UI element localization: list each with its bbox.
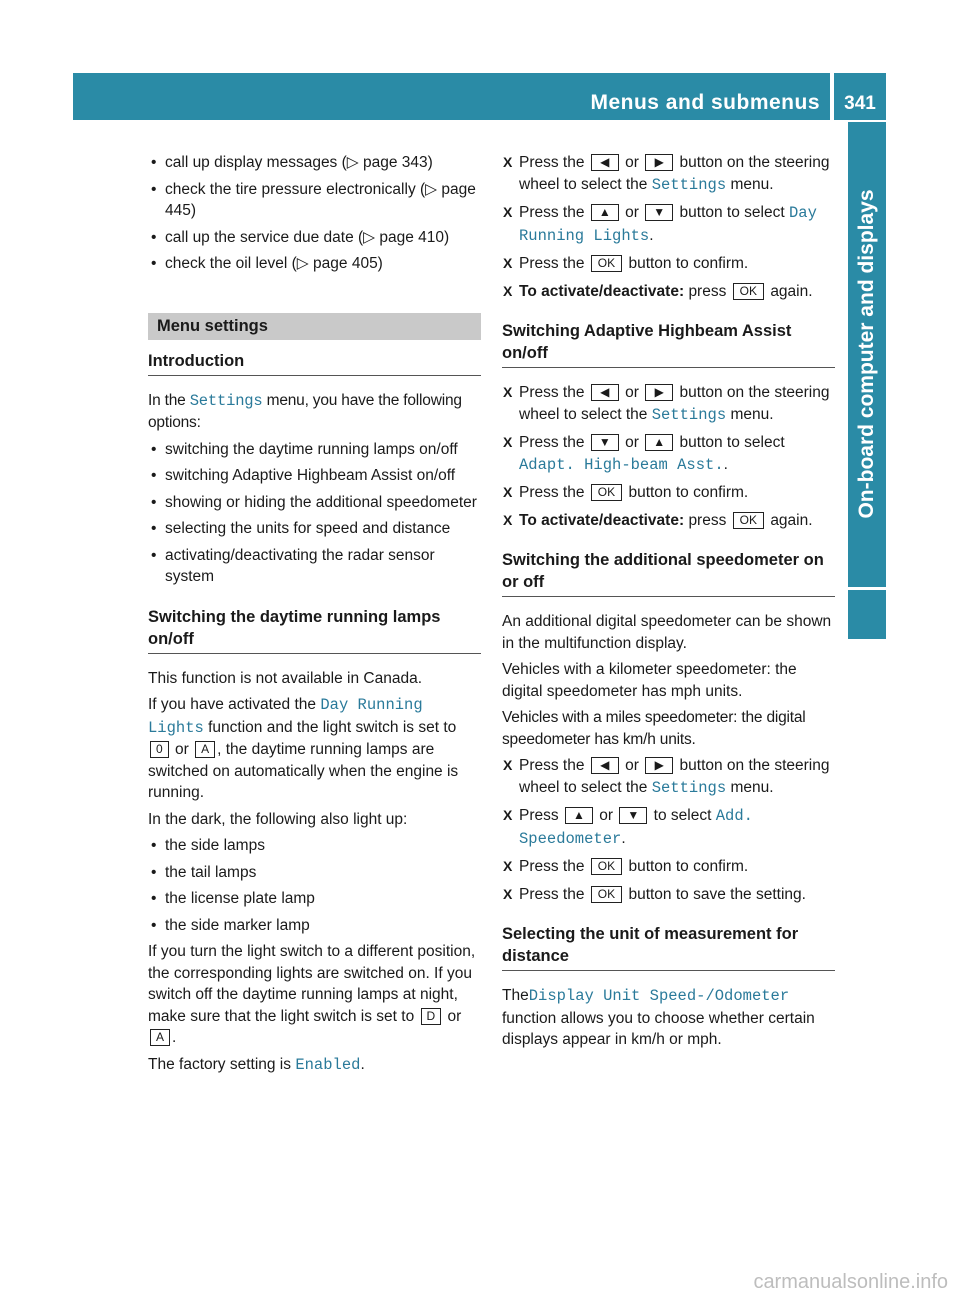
- left-arrow-icon: ◀: [591, 154, 619, 171]
- low-beam-icon: D: [421, 1008, 442, 1025]
- right-column: [502, 152, 835, 1056]
- drl-text-c: , the daytime running lamps are switched on automatically when the engine is running.: [148, 741, 459, 801]
- step-text: press: [688, 511, 727, 529]
- step-item: [502, 856, 835, 878]
- drl-paragraph-2: [148, 694, 481, 804]
- right-arrow-icon: ▶: [645, 757, 673, 774]
- speedo-paragraph-2: Vehicles with a kilometer speedometer: the digital speedometer has mph units.: [502, 661, 797, 700]
- chapter-side-tab: [848, 122, 886, 587]
- highbeam-assist-code: Adapt. High-beam Asst.: [519, 455, 724, 474]
- up-arrow-icon: ▲: [645, 434, 673, 451]
- step-text: Press the: [519, 255, 585, 272]
- step-item: [502, 382, 835, 426]
- or-text: or: [625, 384, 639, 401]
- step-text: Press the: [519, 858, 585, 875]
- drl-paragraph-5: [148, 1054, 481, 1077]
- enabled-code: Enabled: [295, 1055, 361, 1074]
- settings-menu-code: Settings: [189, 391, 263, 410]
- step-text: menu.: [730, 405, 774, 423]
- up-arrow-icon: ▲: [591, 204, 619, 221]
- or-text: or: [447, 1007, 462, 1025]
- list-item: • call up the service due date (▷ page 410): [148, 227, 481, 249]
- right-arrow-icon: ▶: [645, 384, 673, 401]
- speedo-paragraph-1: An additional digital speedometer can be shown in the multifunction display.: [502, 613, 832, 652]
- unit-text-b: function allows you to choose whether certain displays appear in km/h or mph.: [502, 1009, 815, 1048]
- unit-paragraph: [502, 985, 835, 1051]
- or-text: or: [175, 741, 189, 758]
- watermark: carmanualsonline.info: [753, 1271, 948, 1293]
- list-item: • selecting the units for speed and distance: [148, 518, 481, 540]
- down-arrow-icon: ▼: [591, 434, 619, 451]
- period-text: .: [621, 829, 626, 847]
- speedometer-heading: Switching the additional speedometer on or off: [502, 549, 835, 597]
- page-number: 341: [844, 93, 876, 114]
- light-switch-auto-icon: A: [150, 1029, 170, 1046]
- step-item: [502, 482, 835, 504]
- drl-text-b: function and the light switch is set to: [208, 718, 457, 736]
- speedo-paragraph-3: Vehicles with a miles speedometer: the digital speedometer has km/h units.: [502, 709, 806, 748]
- settings-menu-code: Settings: [651, 778, 727, 797]
- intro-paragraph: [148, 390, 481, 434]
- step-text: button to select: [679, 434, 785, 451]
- step-text: Press the: [519, 434, 585, 451]
- step-text: Press the: [519, 384, 585, 401]
- step-text: button on the: [679, 384, 771, 401]
- ok-button-icon: OK: [591, 858, 622, 875]
- unit-text-a: The: [502, 987, 529, 1004]
- display-unit-code: Display Unit Speed-/Odometer: [528, 987, 790, 1005]
- right-arrow-icon: ▶: [645, 154, 673, 171]
- ok-button-icon: OK: [733, 283, 764, 300]
- list-item: • call up display messages (▷ page 343): [148, 152, 481, 174]
- chapter-side-marker: [848, 590, 886, 639]
- step-item: [502, 755, 835, 799]
- step-text: again.: [770, 282, 813, 300]
- step-text: button to confirm.: [628, 858, 749, 875]
- step-text: Press the: [519, 885, 585, 903]
- step-text: button to save the setting.: [628, 885, 806, 903]
- left-arrow-icon: ◀: [591, 757, 619, 774]
- settings-menu-code: Settings: [651, 175, 727, 194]
- step-item: [502, 253, 835, 275]
- intro-text-b: menu, you have the following options:: [148, 391, 462, 431]
- ok-button-icon: OK: [733, 512, 764, 529]
- step-item: [502, 152, 835, 196]
- or-text: or: [625, 757, 639, 774]
- left-column: [148, 152, 481, 1081]
- step-text: button on the: [679, 757, 771, 774]
- or-text: or: [599, 807, 614, 824]
- ok-button-icon: OK: [591, 886, 622, 903]
- settings-menu-code: Settings: [651, 405, 727, 424]
- period-text: .: [723, 455, 728, 473]
- step-item: [502, 884, 835, 906]
- step-text: menu.: [730, 778, 774, 796]
- period-text: .: [360, 1055, 365, 1073]
- introduction-heading: Introduction: [148, 350, 481, 376]
- step-text: button to select: [679, 204, 785, 221]
- chapter-side-tab-label: On-board computer and displays: [855, 189, 878, 519]
- ok-button-icon: OK: [591, 484, 622, 501]
- or-text: or: [625, 204, 639, 221]
- or-text: or: [625, 154, 639, 171]
- down-arrow-icon: ▼: [645, 204, 673, 221]
- list-item: • the tail lamps: [148, 862, 481, 884]
- step-item: [502, 805, 835, 850]
- step-text: Press the: [519, 204, 585, 221]
- drl-text-a: If you have activated the: [148, 696, 317, 713]
- step-text: Press: [519, 807, 559, 824]
- list-item: • switching the daytime running lamps on/off: [148, 439, 481, 461]
- step-text: to select: [653, 807, 712, 824]
- left-arrow-icon: ◀: [591, 384, 619, 401]
- list-item: • showing or hiding the additional speedometer: [148, 492, 481, 514]
- step-item: [502, 202, 835, 247]
- list-item: • switching Adaptive Highbeam Assist on/off: [148, 465, 481, 487]
- step-text: button on the: [679, 154, 771, 171]
- activate-label: To activate/deactivate:: [519, 282, 685, 300]
- highbeam-heading: Switching Adaptive Highbeam Assist on/off: [502, 320, 835, 368]
- step-text: steering wheel to select the: [519, 384, 830, 423]
- list-item: • check the oil level (▷ page 405): [148, 253, 481, 275]
- page-header-title: Menus and submenus: [590, 91, 820, 114]
- period-text: .: [649, 226, 654, 244]
- step-text: Press the: [519, 757, 585, 774]
- list-item: • the side marker lamp: [148, 915, 481, 937]
- factory-text: The factory setting is: [148, 1055, 292, 1073]
- step-text: Press the: [519, 484, 585, 501]
- page-header-bar: [73, 73, 830, 120]
- unit-heading: Selecting the unit of measurement for distance: [502, 923, 835, 971]
- down-arrow-icon: ▼: [619, 807, 647, 824]
- list-item: • the side lamps: [148, 835, 481, 857]
- activate-label: To activate/deactivate:: [519, 511, 685, 529]
- or-text: or: [625, 434, 639, 451]
- drl-text-d: If you turn the light switch to a different position, the corresponding lights are switched on. If you switch off the daytime running lamps at night, make sure that the light switch is set to: [148, 943, 476, 1025]
- page-number-box: [834, 73, 886, 120]
- intro-text-a: In the: [148, 391, 186, 409]
- list-item: • the license plate lamp: [148, 888, 481, 910]
- step-text: again.: [770, 511, 813, 529]
- drl-paragraph-4: [148, 941, 481, 1049]
- ok-button-icon: OK: [591, 255, 622, 272]
- step-text: button to confirm.: [628, 255, 749, 272]
- drl-heading: Switching the daytime running lamps on/off: [148, 606, 481, 654]
- list-item: • check the tire pressure electronically (▷ page 445): [148, 179, 481, 222]
- step-text: button to confirm.: [628, 484, 749, 501]
- up-arrow-icon: ▲: [565, 807, 593, 824]
- light-switch-0-icon: 0: [150, 741, 169, 758]
- add-speedometer-code: Add. Speedometer: [519, 807, 753, 848]
- step-text: steering wheel to select the: [519, 154, 830, 193]
- step-text: steering wheel to select the: [519, 757, 830, 796]
- step-text: menu.: [730, 175, 774, 193]
- day-running-lights-code: Day Running Lights: [148, 696, 423, 737]
- list-item: • activating/deactivating the radar sensor system: [148, 545, 481, 588]
- step-item: [502, 281, 835, 303]
- drl-paragraph-1: This function is not available in Canada.: [148, 669, 422, 687]
- light-switch-auto-icon: A: [195, 741, 215, 758]
- step-text: press: [688, 282, 727, 300]
- period-text: .: [172, 1029, 177, 1046]
- step-text: Press the: [519, 154, 585, 171]
- step-item: [502, 432, 835, 476]
- day-running-lights-code: Day Running Lights: [519, 204, 817, 245]
- step-item: [502, 510, 835, 532]
- drl-paragraph-3: In the dark, the following also light up:: [148, 810, 408, 828]
- menu-settings-heading: Menu settings: [148, 313, 481, 340]
